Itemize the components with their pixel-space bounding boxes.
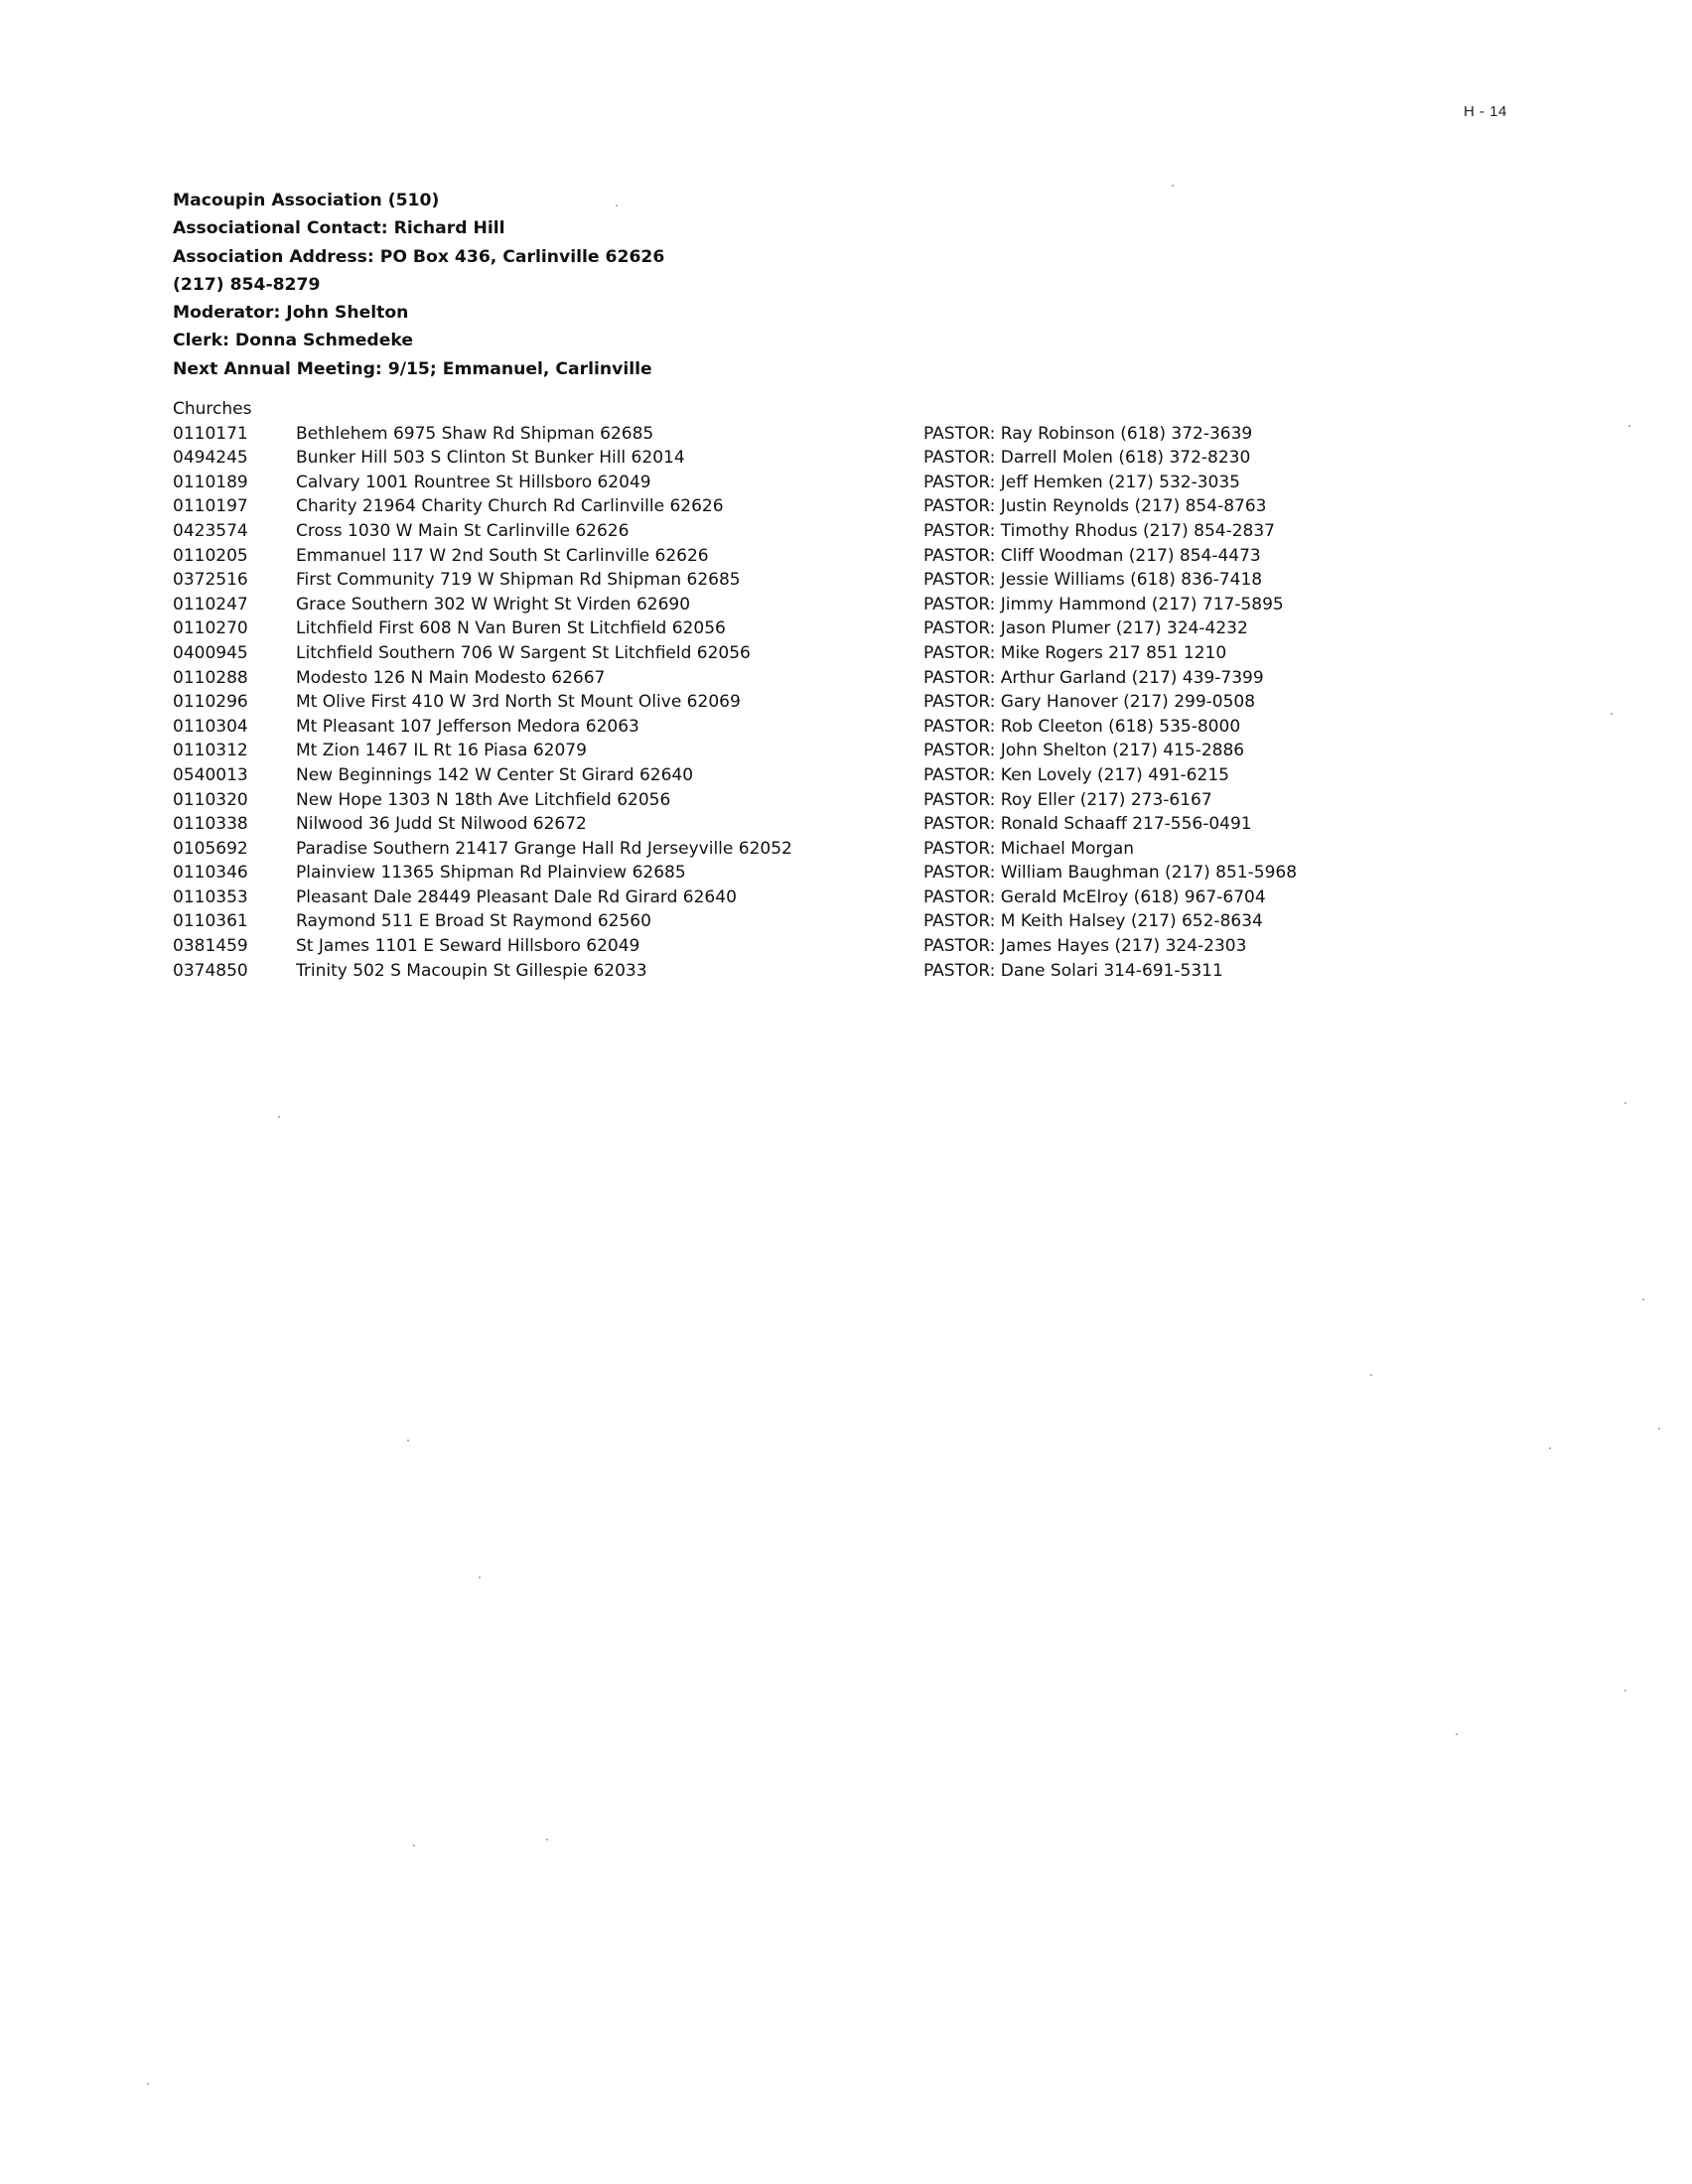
church-row	[173, 446, 1563, 471]
scan-speck	[147, 2083, 149, 2085]
church-name-address: St James 1101 E Seward Hillsboro 62049	[296, 936, 640, 957]
church-id: 0494245	[173, 448, 248, 469]
church-name-address: Pleasant Dale 28449 Pleasant Dale Rd Girard 62640	[296, 887, 737, 907]
church-row	[173, 934, 1563, 959]
church-id: 0110346	[173, 863, 248, 884]
church-row	[173, 909, 1563, 934]
church-id: 0110247	[173, 594, 248, 614]
church-row	[173, 519, 1563, 544]
church-id: 0110361	[173, 911, 248, 932]
association-header	[173, 187, 1066, 383]
church-id: 0400945	[173, 642, 248, 663]
church-pastor: PASTOR: Ronald Schaaff 217-556-0491	[923, 814, 1252, 835]
church-pastor: PASTOR: Jessie Williams (618) 836-7418	[923, 570, 1263, 591]
church-name-address: New Beginnings 142 W Center St Girard 62640	[296, 764, 694, 785]
church-row	[173, 739, 1563, 763]
church-row	[173, 788, 1563, 813]
church-name-address: Trinity 502 S Macoupin St Gillespie 62033	[296, 960, 647, 981]
church-pastor: PASTOR: Jason Plumer (217) 324-4232	[923, 618, 1248, 639]
church-row	[173, 471, 1563, 495]
church-pastor: PASTOR: Jeff Hemken (217) 532-3035	[923, 472, 1240, 492]
church-pastor: PASTOR: Rob Cleeton (618) 535-8000	[923, 716, 1241, 737]
church-row	[173, 715, 1563, 740]
association-address: Association Address: PO Box 436, Carlinville 62626	[173, 246, 665, 267]
church-pastor: PASTOR: John Shelton (217) 415-2886	[923, 741, 1245, 761]
church-id: 0110189	[173, 472, 248, 492]
church-pastor: PASTOR: Gerald McElroy (618) 967-6704	[923, 887, 1266, 907]
church-pastor: PASTOR: Ray Robinson (618) 372-3639	[923, 423, 1253, 444]
church-name-address: Mt Zion 1467 IL Rt 16 Piasa 62079	[296, 741, 587, 761]
church-row	[173, 959, 1563, 984]
church-name-address: Nilwood 36 Judd St Nilwood 62672	[296, 814, 587, 835]
church-id: 0110171	[173, 423, 248, 444]
church-name-address: Mt Olive First 410 W 3rd North St Mount Olive 62069	[296, 692, 741, 713]
church-row	[173, 812, 1563, 837]
church-name-address: Grace Southern 302 W Wright St Virden 62690	[296, 594, 691, 614]
church-pastor: PASTOR: Jimmy Hammond (217) 717-5895	[923, 594, 1284, 614]
church-name-address: New Hope 1303 N 18th Ave Litchfield 62056	[296, 789, 671, 810]
church-id: 0374850	[173, 960, 248, 981]
church-id: 0110320	[173, 789, 248, 810]
church-name-address: Mt Pleasant 107 Jefferson Medora 62063	[296, 716, 639, 737]
scan-speck	[546, 1839, 548, 1841]
scan-speck	[1624, 1690, 1626, 1692]
church-name-address: First Community 719 W Shipman Rd Shipman 62685	[296, 570, 741, 591]
scan-speck	[413, 1844, 415, 1846]
church-pastor: PASTOR: Darrell Molen (618) 372-8230	[923, 448, 1251, 469]
moderator: Moderator: John Shelton	[173, 303, 409, 324]
church-pastor: PASTOR: M Keith Halsey (217) 652-8634	[923, 911, 1263, 932]
church-row	[173, 568, 1563, 593]
church-pastor: PASTOR: Gary Hanover (217) 299-0508	[923, 692, 1256, 713]
scan-speck	[1549, 1447, 1551, 1449]
church-name-address: Paradise Southern 21417 Grange Hall Rd Jerseyville 62052	[296, 838, 792, 859]
church-id: 0540013	[173, 764, 248, 785]
church-name-address: Litchfield First 608 N Van Buren St Litchfield 62056	[296, 618, 726, 639]
scan-speck	[407, 1439, 409, 1441]
church-id: 0110288	[173, 667, 248, 688]
church-row	[173, 837, 1563, 862]
page-number: H - 14	[1464, 103, 1507, 120]
church-row	[173, 494, 1563, 519]
church-id: 0105692	[173, 838, 248, 859]
church-row	[173, 422, 1563, 447]
church-id: 0110296	[173, 692, 248, 713]
scan-speck	[479, 1576, 481, 1578]
church-name-address: Modesto 126 N Main Modesto 62667	[296, 667, 606, 688]
church-name-address: Litchfield Southern 706 W Sargent St Litchfield 62056	[296, 642, 751, 663]
church-id: 0423574	[173, 520, 248, 541]
church-name-address: Emmanuel 117 W 2nd South St Carlinville 62626	[296, 545, 709, 566]
scan-speck	[1370, 1374, 1372, 1376]
church-id: 0110304	[173, 716, 248, 737]
church-pastor: PASTOR: Michael Morgan	[923, 838, 1135, 859]
church-pastor: PASTOR: William Baughman (217) 851-5968	[923, 863, 1298, 884]
church-row	[173, 641, 1563, 666]
church-row	[173, 544, 1563, 569]
scan-speck	[1624, 1102, 1626, 1104]
church-pastor: PASTOR: Dane Solari 314-691-5311	[923, 960, 1223, 981]
church-id: 0110353	[173, 887, 248, 907]
church-name-address: Raymond 511 E Broad St Raymond 62560	[296, 911, 651, 932]
church-id: 0110312	[173, 741, 248, 761]
scan-speck	[1456, 1733, 1458, 1735]
scan-speck	[1642, 1298, 1644, 1300]
church-pastor: PASTOR: James Hayes (217) 324-2303	[923, 936, 1247, 957]
church-row	[173, 593, 1563, 617]
scan-speck	[1658, 1428, 1660, 1430]
church-name-address: Charity 21964 Charity Church Rd Carlinville 62626	[296, 496, 724, 517]
scan-speck	[1172, 185, 1174, 187]
church-name-address: Cross 1030 W Main St Carlinville 62626	[296, 520, 630, 541]
church-pastor: PASTOR: Justin Reynolds (217) 854-8763	[923, 496, 1267, 517]
church-row	[173, 861, 1563, 886]
clerk: Clerk: Donna Schmedeke	[173, 331, 414, 351]
scan-speck	[278, 1116, 280, 1118]
church-row	[173, 763, 1563, 788]
church-pastor: PASTOR: Roy Eller (217) 273-6167	[923, 789, 1212, 810]
association-phone: (217) 854-8279	[173, 274, 321, 295]
church-pastor: PASTOR: Arthur Garland (217) 439-7399	[923, 667, 1264, 688]
church-pastor: PASTOR: Mike Rogers 217 851 1210	[923, 642, 1227, 663]
church-pastor: PASTOR: Ken Lovely (217) 491-6215	[923, 764, 1229, 785]
church-name-address: Bethlehem 6975 Shaw Rd Shipman 62685	[296, 423, 654, 444]
scan-speck	[616, 205, 618, 206]
church-id: 0110270	[173, 618, 248, 639]
church-rows	[173, 422, 1563, 984]
church-id: 0110338	[173, 814, 248, 835]
scan-speck	[1611, 713, 1613, 715]
church-row	[173, 886, 1563, 910]
association-name: Macoupin Association (510)	[173, 191, 440, 210]
churches-list	[173, 397, 1563, 983]
church-row	[173, 666, 1563, 691]
church-name-address: Calvary 1001 Rountree St Hillsboro 62049	[296, 472, 651, 492]
churches-heading: Churches	[173, 399, 252, 419]
church-id: 0372516	[173, 570, 248, 591]
church-name-address: Bunker Hill 503 S Clinton St Bunker Hill 62014	[296, 448, 685, 469]
church-pastor: PASTOR: Cliff Woodman (217) 854-4473	[923, 545, 1261, 566]
church-id: 0110197	[173, 496, 248, 517]
next-annual-meeting: Next Annual Meeting: 9/15; Emmanuel, Carlinville	[173, 358, 652, 379]
church-id: 0110205	[173, 545, 248, 566]
church-name-address: Plainview 11365 Shipman Rd Plainview 62685	[296, 863, 686, 884]
church-row	[173, 616, 1563, 641]
scan-speck	[1628, 425, 1630, 427]
church-row	[173, 690, 1563, 715]
church-id: 0381459	[173, 936, 248, 957]
associational-contact: Associational Contact: Richard Hill	[173, 218, 505, 239]
church-pastor: PASTOR: Timothy Rhodus (217) 854-2837	[923, 520, 1275, 541]
